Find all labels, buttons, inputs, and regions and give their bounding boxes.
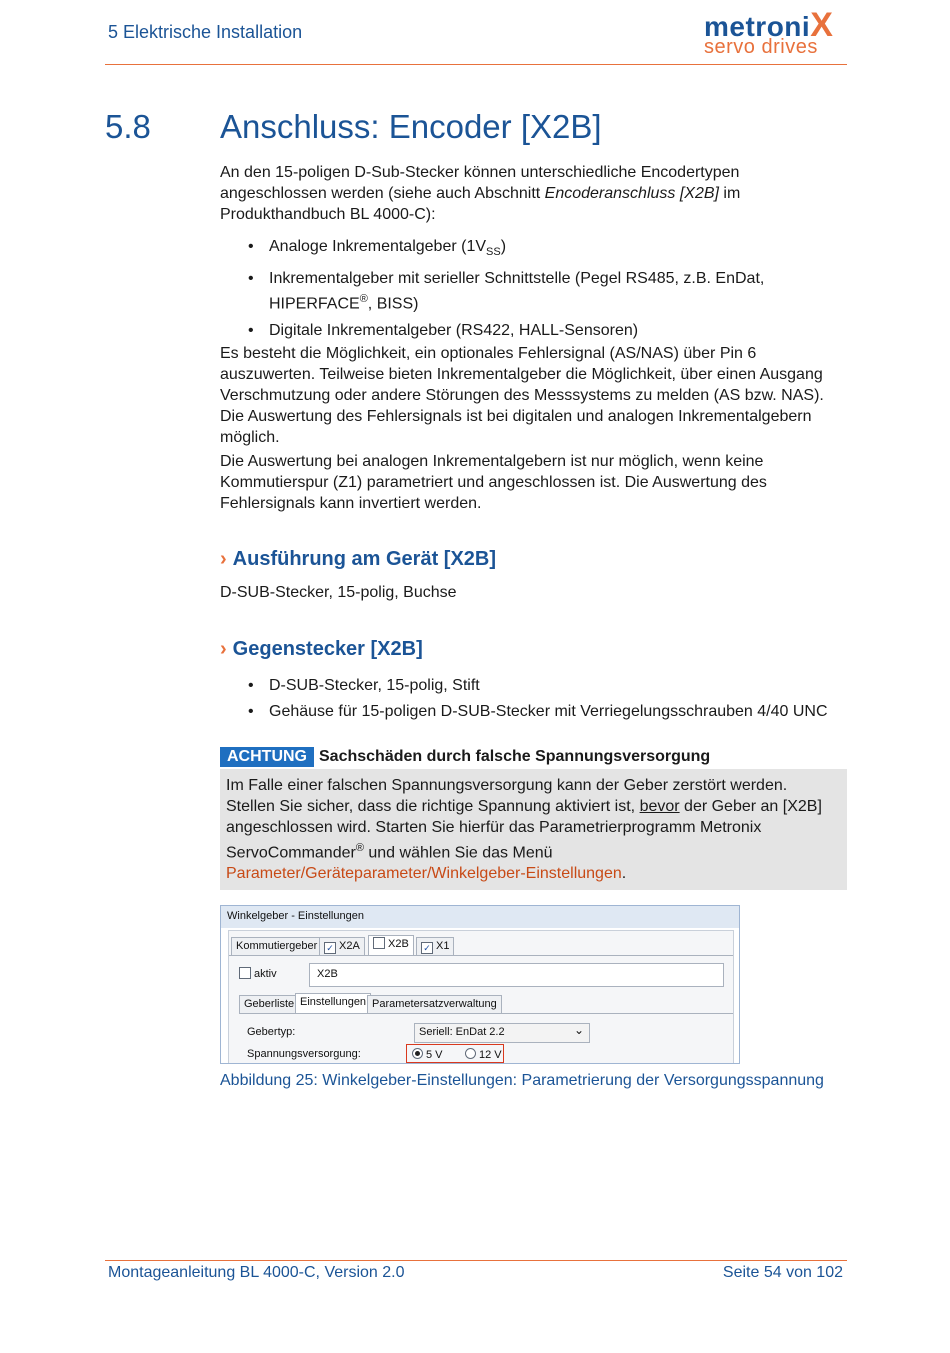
checkbox-label: aktiv (254, 968, 277, 980)
analog-evaluation-paragraph: Die Auswertung bei analogen Inkrementalgebern ist nur möglich, wenn keine Kommutierspur (Z1) parametriert und angeschlossen ist. Die Auswertung des Fehlersignals kann invertiert werden. (220, 453, 767, 512)
warning-badge: ACHTUNG (220, 747, 314, 767)
tab-x1[interactable] (416, 937, 454, 955)
list-item-text: Analoge Inkrementalgeber (1V (269, 238, 487, 255)
radio-icon[interactable] (465, 1048, 476, 1059)
tab-einstellungen[interactable] (295, 993, 371, 1013)
tab-label: Parametersatzverwaltung (372, 998, 497, 1010)
footer-document-title: Montageanleitung BL 4000-C, Version 2.0 (108, 1264, 405, 1281)
mating-connector-heading (220, 638, 423, 661)
intro-text-2: im Produkthandbuch BL 4000-C): (220, 185, 741, 223)
list-item (248, 320, 848, 341)
tab-kommutiergeber[interactable] (231, 937, 322, 955)
tab-geberliste[interactable] (239, 995, 299, 1013)
tab-label: Geberliste (244, 998, 295, 1010)
bullet: • (248, 270, 254, 288)
warning-text: der Geber an [X2B] angeschlossen wird. Starten Sie hierfür das Parametrierprogramm Metronix ServoCommander (226, 798, 822, 862)
logo-tagline: servo drives (704, 36, 818, 58)
logo-wordmark: metroni (704, 11, 811, 42)
bullet: • (248, 238, 254, 255)
bullet: • (248, 321, 254, 339)
warning-line-2 (226, 796, 841, 884)
dialog-title: Winkelgeber - Einstellungen (227, 910, 364, 922)
registered-mark: ® (359, 293, 368, 306)
supply-12v-radio[interactable] (465, 1048, 502, 1061)
gebertyp-select[interactable] (414, 1023, 590, 1043)
warning-line-1: Im Falle einer falschen Spannungsversorgung kann der Geber zerstört werden. (226, 777, 788, 794)
tab-label: X1 (436, 940, 450, 952)
list-item (248, 236, 848, 263)
aktiv-checkbox[interactable] (239, 967, 277, 980)
list-item-tail: ) (500, 238, 507, 255)
intro-paragraph (220, 162, 845, 225)
running-header-section: 5 Elektrische Installation (108, 22, 303, 42)
tab-parametersatzverwaltung[interactable] (367, 995, 502, 1013)
encoder-type-list (248, 236, 848, 346)
list-item-text: Digitale Inkrementalgeber (RS422, HALL-Sensoren) (269, 321, 639, 339)
gebertyp-value: Seriell: EnDat 2.2 (419, 1026, 505, 1038)
footer-page-number: Seite 54 von 102 (722, 1264, 843, 1281)
menu-path-link[interactable]: Parameter/Geräteparameter/Winkelgeber-Einstellungen (226, 865, 622, 883)
tab-label: Einstellungen (300, 996, 367, 1008)
device-connector-heading (220, 548, 496, 571)
list-item (248, 268, 848, 314)
warning-header (220, 747, 710, 768)
dialog-screenshot (220, 905, 740, 1064)
chevron-right-icon: › (220, 548, 227, 570)
heading-text: Ausführung am Gerät [X2B] (232, 548, 497, 570)
encoder-name-field[interactable] (309, 963, 724, 987)
intro-text-1: An den 15-poligen D-Sub-Stecker können unterschiedliche Encodertypen angeschlossen werden (siehe auch Abschnitt (220, 164, 740, 202)
radio-label: 5 V (426, 1049, 443, 1061)
warning-emphasis: bevor (639, 798, 680, 815)
device-connector-text: D-SUB-Stecker, 15-polig, Buchse (220, 584, 457, 601)
gebertyp-label: Gebertyp: (247, 1026, 296, 1038)
dialog-panel (228, 930, 734, 1064)
list-item-text: Inkrementalgeber mit serieller Schnittstelle (Pegel RS485, z.B. EnDat, HIPERFACE (269, 270, 765, 313)
warning-text: und wählen Sie das Menü (363, 844, 553, 862)
heading-text: Gegenstecker [X2B] (232, 638, 423, 660)
list-item-text: D-SUB-Stecker, 15-polig, Stift (269, 677, 480, 694)
encoder-name-value: X2B (317, 968, 338, 980)
mating-connector-list (248, 675, 848, 727)
registered-mark: ® (355, 842, 364, 854)
tab-label: X2A (339, 940, 360, 952)
chevron-right-icon: › (220, 638, 227, 660)
tab-divider (229, 955, 733, 956)
tab-x2b[interactable] (368, 935, 414, 955)
checkbox-icon[interactable]: ✓ (324, 942, 336, 954)
dialog-titlebar (221, 906, 739, 928)
subscript: SS (486, 246, 501, 259)
warning-text: . (621, 865, 627, 883)
error-signal-paragraph: Es besteht die Möglichkeit, ein optionales Fehlersignal (AS/NAS) über Pin 6 auszuwerten. Teilweise bieten Inkrementalgeber die Möglichkeit, über einen Ausgang Verschmutzung oder andere Störungen des Messsystems zu melden (AS bzw. NAS). Die Auswertung des Fehlersignals ist bei digitalen und analogen Inkrementalgebern möglich. (220, 345, 824, 446)
warning-text: Stellen Sie sicher, dass die richtige Spannung aktiviert ist, (226, 798, 640, 815)
section-title: Anschluss: Encoder [X2B] (220, 108, 602, 145)
chevron-down-icon: ⌄ (573, 1023, 584, 1037)
list-item (248, 701, 848, 722)
metronix-logo (700, 4, 850, 60)
footer-rule (105, 1260, 847, 1261)
logo-x-mark: X (810, 6, 834, 44)
radio-selected-icon[interactable] (412, 1048, 423, 1059)
checkbox-icon[interactable]: ✓ (421, 942, 433, 954)
checkbox-icon[interactable] (373, 937, 385, 949)
bullet: • (248, 677, 254, 694)
figure-caption: Abbildung 25: Winkelgeber-Einstellungen: Parametrierung der Versorgungsspannung (220, 1072, 824, 1089)
supply-5v-radio[interactable] (412, 1048, 443, 1061)
list-item (248, 675, 848, 696)
tab-x2a[interactable] (319, 937, 365, 955)
list-item-text: Gehäuse für 15-poligen D-SUB-Stecker mit Verriegelungsschrauben 4/40 UNC (269, 703, 828, 720)
tab-label: X2B (388, 938, 409, 950)
warning-title: Sachschäden durch falsche Spannungsversorgung (319, 748, 711, 765)
supply-label: Spannungsversorgung: (247, 1048, 361, 1060)
bullet: • (248, 703, 254, 720)
warning-box (220, 769, 847, 890)
tab-label: Kommutiergeber (236, 940, 318, 952)
header-rule (105, 64, 847, 65)
radio-label: 12 V (479, 1049, 502, 1061)
subtab-divider (239, 1013, 733, 1014)
checkbox-icon[interactable] (239, 967, 251, 979)
section-number: 5.8 (105, 108, 151, 145)
intro-italic-ref: Encoderanschluss [X2B] (544, 185, 719, 202)
list-item-tail: , BISS) (367, 295, 419, 313)
